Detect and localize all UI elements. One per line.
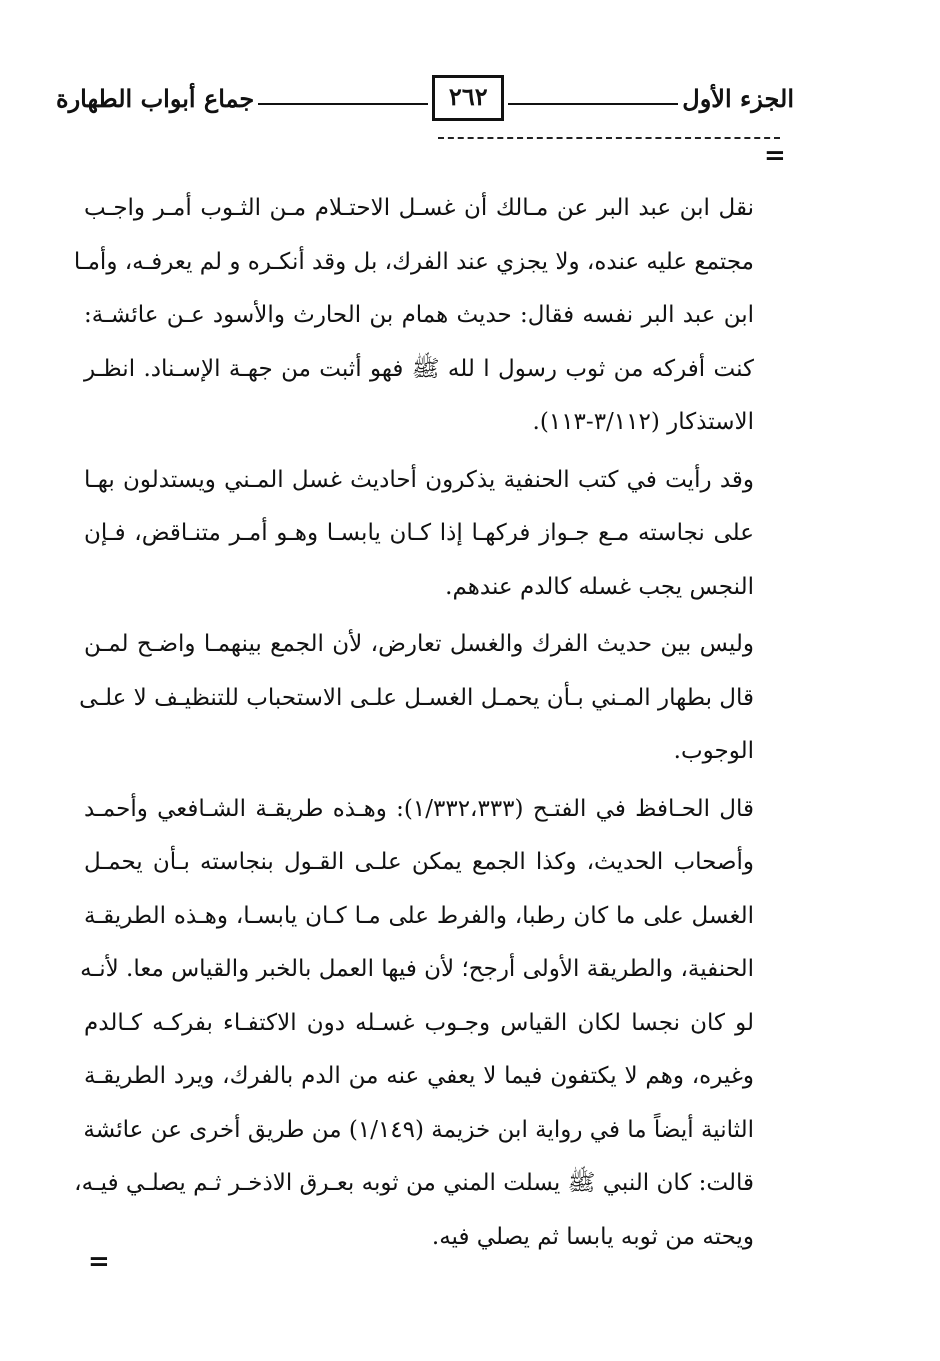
header-rule-right [508, 103, 678, 105]
text-line: قالت: كان النبي ﷺ يسلت المني من ثوبه بعـرق الاذخـر ثـم يصلـي فيـه، [74, 1170, 754, 1196]
text-line: الثانية أيضاً ما في رواية ابن خزيمة (١/١٤٩) من طريق أخرى عن عائشة [83, 1116, 754, 1143]
text-line: الوجوب. [673, 738, 754, 764]
text-line: قال بطهار المـني بـأن يحمـل الغسـل علـى الاستحباب للتنظيـف لا علـى [79, 684, 754, 711]
continuation-mark-top: = [764, 141, 786, 171]
text-line: مجتمع عليه عنده، ولا يجزي عند الفرك، بل وقد أنكـره و لم يعرفـه، وأمـا [73, 248, 754, 275]
page-number: ٢٦٢ [432, 75, 504, 121]
header-rule-left [258, 103, 428, 105]
paragraph-4 [74, 783, 754, 1265]
text-line: نقل ابن عبد البر عن مـالك أن غسـل الاحتـلام مـن الثـوب أمـر واجـب [84, 195, 754, 221]
section-title: جماع أبواب الطهارة [56, 83, 255, 113]
text-line: وقد رأيت في كتب الحنفية يذكرون أحاديث غسل المـني ويستدلون بهـا [84, 466, 754, 493]
text-line: الغسل على ما كان رطبا، والفرط على مـا كـان يابسـا، وهـذه الطريقـة [84, 902, 754, 929]
text-line: لو كان نجسا لكان القياس وجـوب غسـله دون الاكتفـاء بفركـه كـالدم [84, 1009, 754, 1036]
paragraph-3 [79, 618, 754, 779]
text-line: كنت أفركه من ثوب رسول ا لله ﷺ فهو أثبت من جهـة الإسـناد. انظـر [84, 355, 754, 382]
footnote-separator [438, 137, 780, 139]
text-line: الاستذكار (٣/١١٢-١١٣). [532, 409, 754, 435]
text-line: وليس بين حديث الفرك والغسل تعارض، لأن الجمع بينهمـا واضـح لمـن [84, 631, 754, 657]
volume-label: الجزء الأول [682, 83, 794, 113]
footnote-body [73, 182, 754, 1268]
text-line: ويحته من ثوبه يابسا ثم يصلي فيه. [431, 1223, 754, 1250]
text-line: قال الحـافظ في الفتـح (١/٣٣٢،٣٣٣): وهـذه طريقـة الشـافعي وأحمـد [84, 795, 754, 822]
paragraph-1 [73, 182, 754, 450]
continuation-mark-bottom: = [88, 1247, 110, 1277]
text-line: وأصحاب الحديث، وكذا الجمع يمكن علـى القـول بنجاسته بـأن يحمـل [84, 849, 754, 875]
paragraph-2 [84, 454, 754, 615]
running-header [56, 72, 794, 124]
text-line: وغيره، وهم لا يكتفون فيما لا يعفي عنه من الدم بالفرك، ويرد الطريقـة [84, 1063, 754, 1089]
text-line: على نجاسته مـع جـواز فركهـا إذا كـان يابسـا وهـو أمـر متنـاقض، فـإن [84, 520, 754, 546]
text-line: النجس يجب غسله كالدم عندهم. [445, 573, 754, 600]
text-line: الحنفية، والطريقة الأولى أرجح؛ لأن فيها العمل بالخبر والقياس معا. لأنـه [80, 956, 754, 982]
text-line: ابن عبد البر نفسه فقال: حديث همام بن الحارث والأسود عـن عائشـة: [84, 302, 754, 328]
